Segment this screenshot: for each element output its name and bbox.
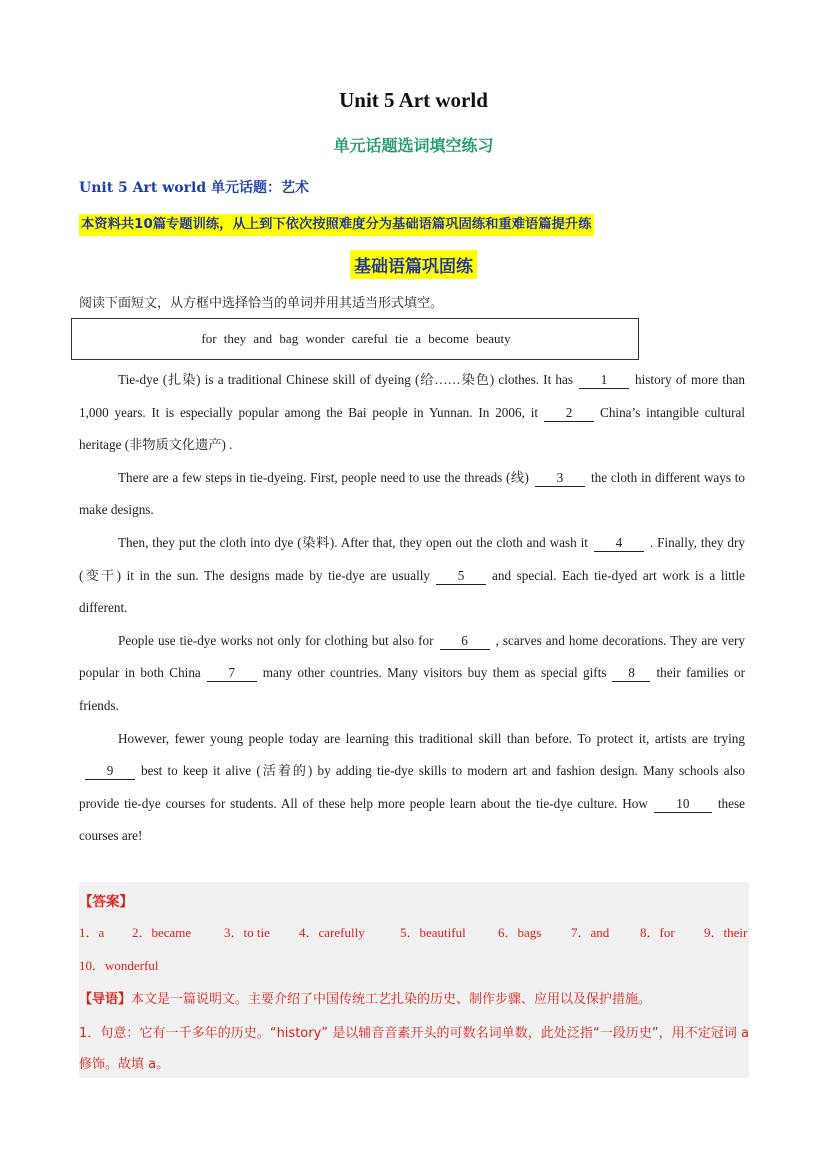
paragraph-2 — [79, 462, 745, 527]
answer-item: 5．beautiful — [400, 925, 466, 940]
passage-text: People use tie-dye works not only for clothing but also for — [118, 632, 434, 648]
paragraph-1 — [79, 364, 745, 462]
guide-label: 【导语】 — [79, 992, 132, 1007]
passage-text: best to keep it alive (活着的) by adding tie-dye skills to modern art and fashion design. Many schools also provide tie-dye courses for students. All of these help more people learn about the tie-dye culture. How — [79, 763, 745, 811]
passage-text: Tie-dye (扎染) is a traditional Chinese skill of dyeing (给……染色) clothes. It has — [118, 372, 574, 387]
passage-text: . Finally, they dry (变干) it in the sun. The designs made by tie-dye are usually — [79, 534, 745, 583]
page-title: Unit 5 Art world — [339, 88, 488, 112]
answer-item: 6．bags — [498, 925, 542, 940]
passage-text: China’s intangible cultural heritage (非物质文化遗产) . — [79, 404, 745, 453]
answer-heading: 【答案】 — [79, 894, 133, 910]
guide-line — [79, 988, 749, 1007]
passage-text: history of more than 1,000 years. It is especially popular among the Bai people in Yunnan. In 2006, it — [79, 372, 745, 420]
blank-4: 4 — [594, 535, 644, 552]
blank-3: 3 — [535, 470, 585, 487]
explanation-1: 1．句意：它有一千多年的历史。“history” 是以辅音音素开头的可数名词单数，此处泛指“一段历史”，用不定冠词 a 修饰。故填 a。 — [79, 1026, 749, 1072]
answer-item: 7．and — [571, 925, 610, 940]
answer-item: 9．their — [704, 925, 748, 940]
blank-2: 2 — [544, 405, 594, 422]
passage-text: the cloth in different ways to make designs. — [79, 469, 746, 518]
guide-text: 本文是一篇说明文。主要介绍了中国传统工艺扎染的历史、制作步骤、应用以及保护措施。 — [131, 992, 652, 1007]
section-heading-row — [0, 250, 827, 279]
page-subtitle: 单元话题选词填空练习 — [333, 136, 494, 155]
word-box — [71, 318, 639, 360]
blank-5: 5 — [436, 568, 486, 585]
unit-topic-line: Unit 5 Art world 单元话题：艺术 — [79, 180, 309, 196]
answer-item: 3．to tie — [224, 925, 270, 940]
blank-6: 6 — [440, 633, 490, 650]
paragraph-5 — [79, 723, 745, 853]
answer-item: 10．wonderful — [79, 958, 159, 973]
answer-item: 1．a — [79, 925, 105, 940]
passage-text: these courses are! — [79, 795, 745, 844]
blank-7: 7 — [207, 665, 257, 682]
answer-item: 2．became — [132, 925, 192, 940]
passage-text: , scarves and home decorations. They are very popular in both China — [79, 632, 746, 681]
notice-banner: 本资料共10篇专题训练，从上到下依次按照难度分为基础语篇巩固练和重难语篇提升练 — [79, 214, 594, 236]
passage-text: many other countries. Many visitors buy them as special gifts — [262, 665, 607, 681]
passage — [79, 364, 745, 853]
blank-8: 8 — [612, 665, 650, 682]
paragraph-3 — [79, 527, 745, 625]
blank-1: 1 — [579, 372, 629, 389]
passage-text: Then, they put the cloth into dye (染料). After that, they open out the cloth and wash it — [118, 534, 588, 550]
passage-text: There are a few steps in tie-dyeing. First, people need to use the threads (线) — [118, 469, 529, 485]
passage-text: However, fewer young people today are learning this traditional skill than before. To protect it, artists are trying — [118, 730, 745, 746]
instruction-text: 阅读下面短文，从方框中选择恰当的单词并用其适当形式填空。 — [79, 296, 444, 311]
section-heading: 基础语篇巩固练 — [350, 250, 477, 279]
blank-10: 10 — [654, 796, 712, 813]
answer-section — [79, 882, 749, 1078]
word-box-words: for they and bag wonder careful tie a become beauty — [201, 331, 511, 346]
passage-text: their families or friends. — [79, 665, 745, 713]
answer-item: 4．carefully — [299, 925, 365, 940]
answer-item: 8．for — [640, 925, 675, 940]
blank-9: 9 — [85, 763, 135, 780]
passage-text: and special. Each tie-dyed art work is a little different. — [79, 567, 745, 616]
paragraph-4 — [79, 625, 745, 723]
